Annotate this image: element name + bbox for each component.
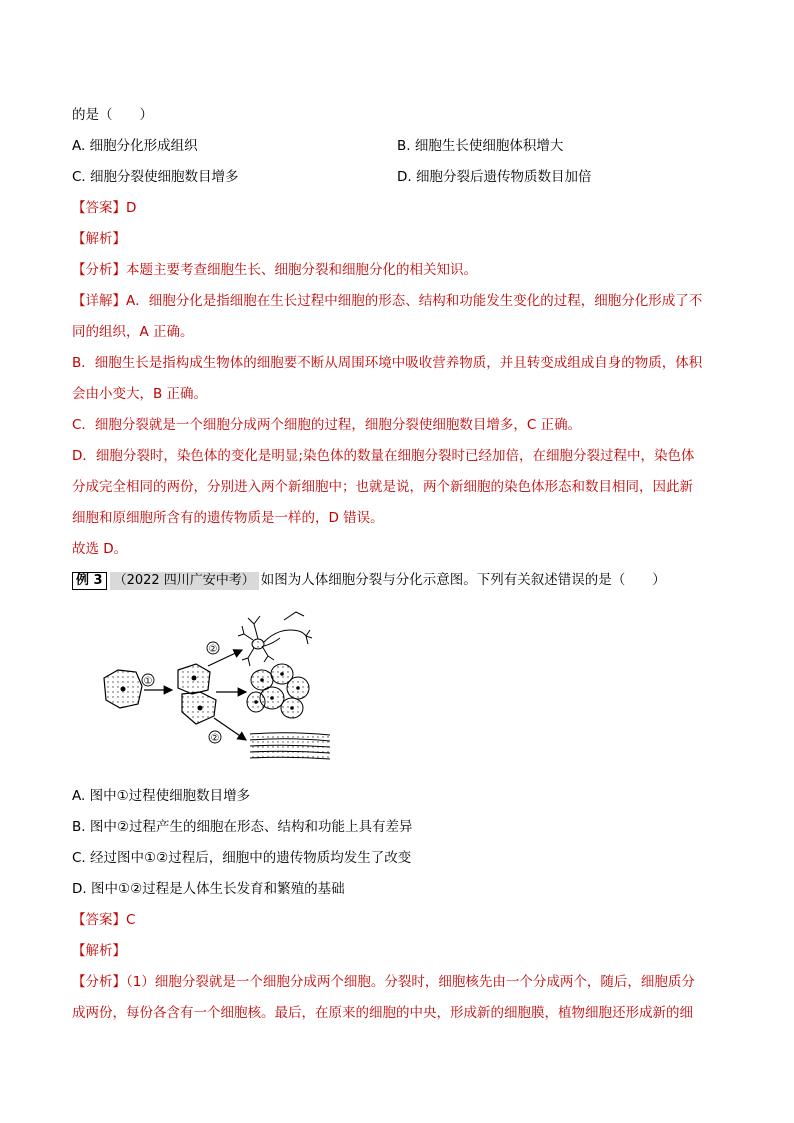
xiangjie-a-text-2: 同的组织，A 正确。 [72, 324, 194, 340]
cell-division-differentiation-figure [96, 600, 356, 775]
xiangjie-b-text-1: B．细胞生长是指构成生物体的细胞要不断从周围环境中吸收营养物质，并且转变成组成自身的物质，体积 [72, 355, 703, 371]
q3-answer-line [72, 905, 727, 936]
example-source: （2022 四川广安中考） [110, 572, 259, 590]
q3-fenxi-tag: 【分析】 [72, 974, 126, 990]
step1-label: ① [143, 676, 153, 687]
example-question: 如图为人体细胞分裂与分化示意图。下列有关叙述错误的是（ ） [260, 572, 666, 588]
q3-fenxi-text-1: （1）细胞分裂就是一个细胞分成两个细胞。分裂时，细胞核先由一个分成两个，随后，细胞质分 [126, 974, 695, 990]
q3-fenxi-line-1 [72, 967, 727, 998]
q3-analysis-tag: 【解析】 [72, 943, 126, 959]
q3-answer-value: C [126, 912, 136, 928]
options-row-2 [72, 162, 727, 193]
options-row-1 [72, 131, 727, 162]
step2-bottom-label: ② [210, 733, 220, 744]
q3-option-c: C. 经过图中①②过程后，细胞中的遗传物质均发生了改变 [72, 850, 412, 866]
xiangjie-line-1 [72, 286, 727, 317]
q3-option-b: B. 图中②过程产生的细胞在形态、结构和功能上具有差异 [72, 819, 413, 835]
q3-answer-tag: 【答案】 [72, 912, 126, 928]
example-3-stem [72, 565, 727, 596]
xiangjie-d-text-2: 分成完全相同的两份，分别进入两个新细胞中；也就是说，两个新细胞的染色体形态和数目相同，因此新 [72, 479, 693, 495]
question-stem-tail: 的是（ ） [72, 107, 153, 123]
xiangjie-c-text-1: C．细胞分裂就是一个细胞分成两个细胞的过程，细胞分裂使细胞数目增多，C 正确。 [72, 417, 582, 433]
q3-option-a: A. 图中①过程使细胞数目增多 [72, 788, 251, 804]
answer-line [72, 193, 727, 224]
xiangjie-d-text-1: D．细胞分裂时，染色体的变化是明显;染色体的数量在细胞分裂时已经加倍，在细胞分裂过程中，染色体 [72, 448, 695, 464]
analysis-tag: 【解析】 [72, 231, 126, 247]
xiangjie-d-text-3: 细胞和原细胞所含有的遗传物质是一样的，D 错误。 [72, 510, 384, 526]
fenxi-tag: 【分析】 [72, 262, 126, 278]
xiangjie-a-text-1: A．细胞分化是指细胞在生长过程中细胞的形态、结构和功能发生变化的过程，细胞分化形成了不 [126, 293, 703, 309]
q3-fenxi-text-2: 成两份，每份各含有一个细胞核。最后，在原来的细胞的中央，形成新的细胞膜，植物细胞还形成新的细 [72, 1005, 693, 1021]
fenxi-text: 本题主要考查细胞生长、细胞分裂和细胞分化的相关知识。 [126, 262, 477, 278]
option-c: C. 细胞分裂使细胞数目增多 [72, 169, 239, 185]
step2-top-label: ② [208, 644, 218, 655]
answer-value: D [126, 200, 137, 216]
fenxi-line [72, 255, 727, 286]
document-page [72, 100, 727, 1029]
xiangjie-tag: 【详解】 [72, 293, 126, 309]
answer-tag: 【答案】 [72, 200, 126, 216]
example-label: 例 3 [72, 572, 107, 590]
nerve-cell [238, 612, 312, 666]
xiangjie-b-text-2: 会由小变大，B 正确。 [72, 386, 208, 402]
epithelial-tissue [247, 664, 309, 718]
muscle-tissue [250, 733, 330, 760]
figure-drawing [96, 600, 356, 775]
option-d: D. 细胞分裂后遗传物质数目加倍 [397, 169, 592, 185]
option-a: A. 细胞分化形成组织 [72, 138, 198, 154]
choose-line: 故选 D。 [72, 541, 128, 557]
q3-option-d: D. 图中①②过程是人体生长发育和繁殖的基础 [72, 881, 345, 897]
option-b: B. 细胞生长使细胞体积增大 [397, 138, 564, 154]
